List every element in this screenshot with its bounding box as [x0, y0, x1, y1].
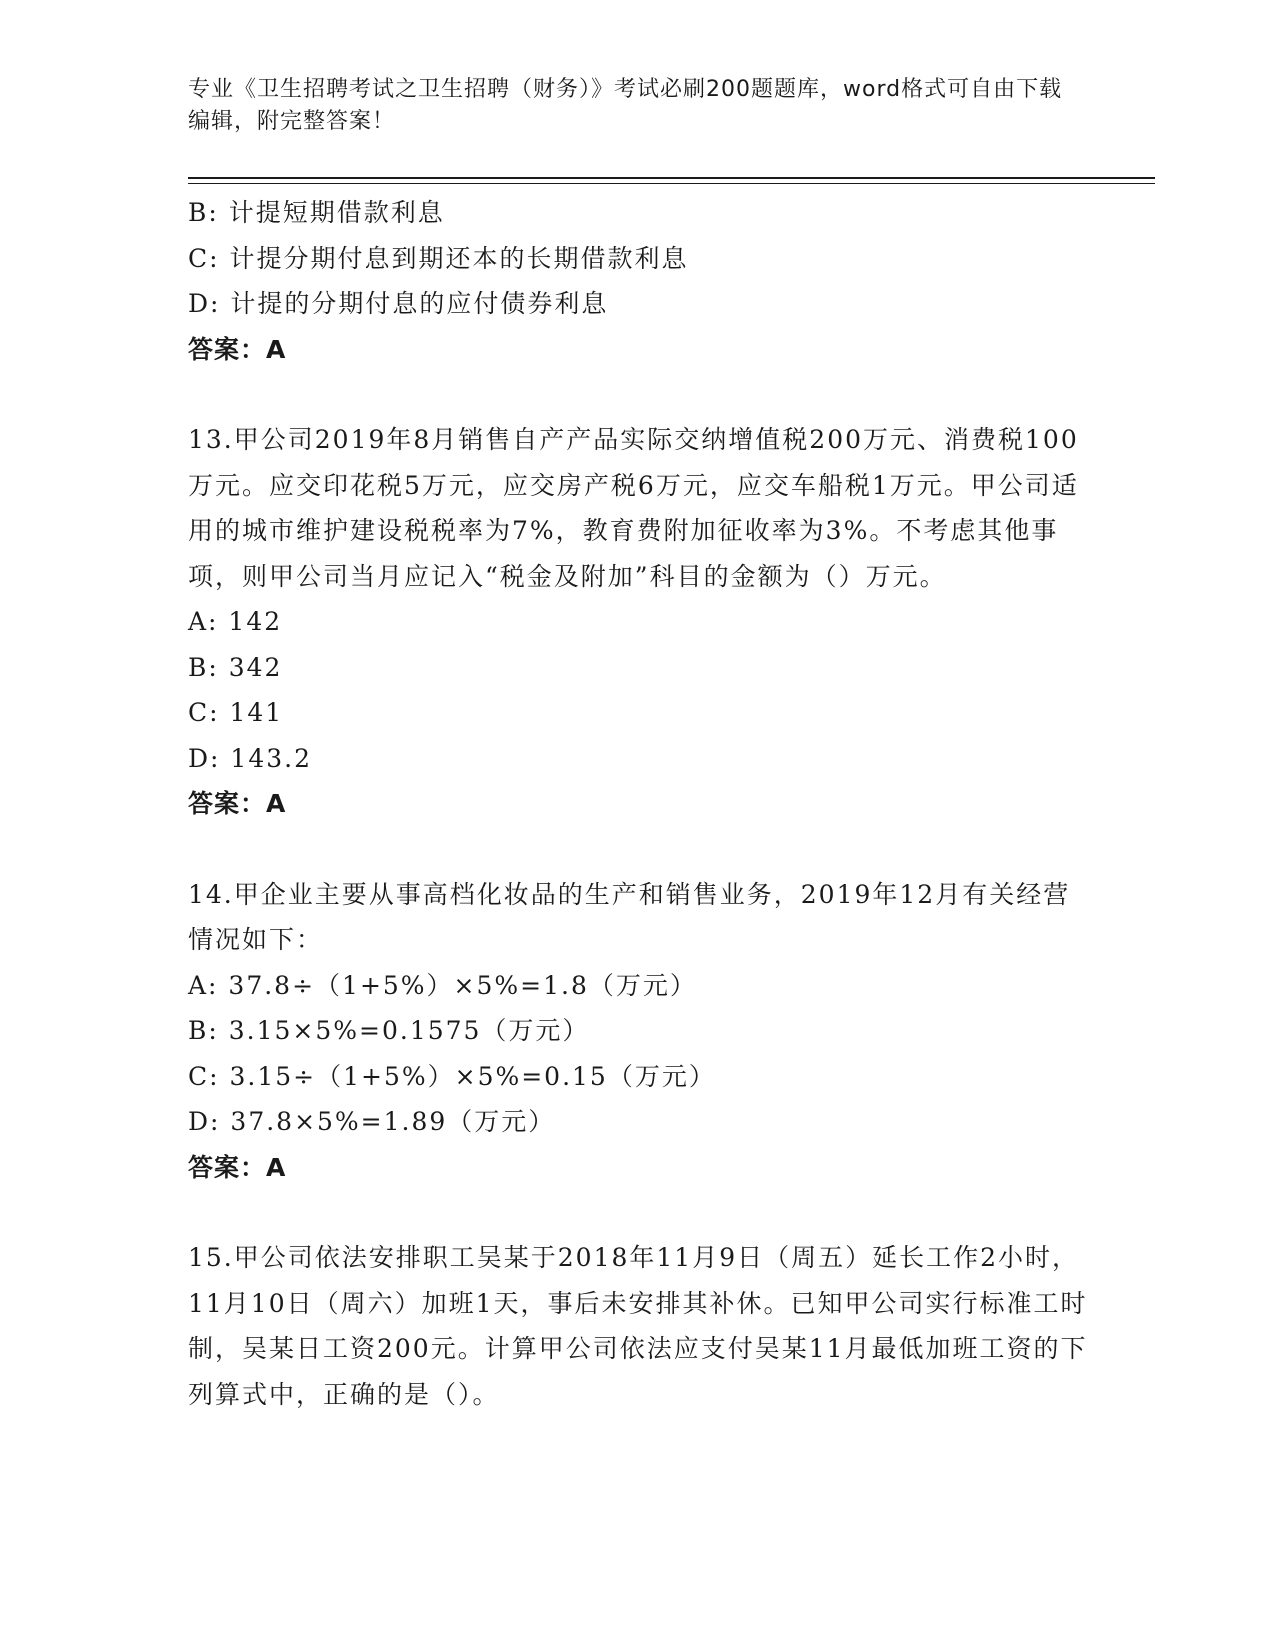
document-body — [188, 190, 1088, 1462]
option-a: A: 142 — [188, 607, 283, 636]
option-b: B: 342 — [188, 652, 283, 682]
option-b: B: 3.15×5%=0.1575（万元） — [188, 1016, 590, 1045]
question-13-block — [188, 417, 1088, 827]
option-b: B: 计提短期借款利息 — [188, 198, 445, 227]
option-c: C: 计提分期付息到期还本的长期借款利息 — [188, 243, 689, 273]
option-d: D: 37.8×5%=1.89（万元） — [188, 1107, 556, 1136]
option-d: D: 计提的分期付息的应付债券利息 — [188, 289, 609, 318]
answer-12: 答案：A — [188, 334, 287, 364]
document-header: 专业《卫生招聘考试之卫生招聘（财务）》考试必刷200题题库，word格式可自由下载编辑，附完整答案！ — [188, 77, 1063, 134]
question-12-block — [188, 190, 1088, 372]
answer-14: 答案：A — [188, 1152, 287, 1182]
option-c: C: 3.15÷（1+5%）×5%=0.15（万元） — [188, 1061, 716, 1091]
answer-13: 答案：A — [188, 789, 287, 818]
question-15-text: 15.甲公司依法安排职工吴某于2018年11月9日（周五）延长工作2小时，11月10日（周六）加班1天，事后未安排其补休。已知甲公司实行标准工时制，吴某日工资200元。计算甲公司依法应支付吴某11月最低加班工资的下列算式中，正确的是（）。 — [188, 1243, 1088, 1409]
option-a: A: 37.8÷（1+5%）×5%=1.8（万元） — [188, 970, 697, 1000]
option-d: D: 143.2 — [188, 743, 312, 773]
option-c: C: 141 — [188, 698, 284, 727]
header-rule-thin — [188, 183, 1155, 184]
question-15-block — [188, 1235, 1088, 1417]
header-rule-thick — [188, 177, 1155, 179]
question-14-block — [188, 872, 1088, 1191]
question-13-text: 13.甲公司2019年8月销售自产产品实际交纳增值税200万元、消费税100万元。应交印花税5万元，应交房产税6万元，应交车船税1万元。甲公司适用的城市维护建设税税率为7%，教育费附加征收率为3%。不考虑其他事项，则甲公司当月应记入“税金及附加”科目的金额为（）万元。 — [188, 425, 1079, 591]
question-14-text: 14.甲企业主要从事高档化妆品的生产和销售业务，2019年12月有关经营情况如下： — [188, 879, 1071, 954]
